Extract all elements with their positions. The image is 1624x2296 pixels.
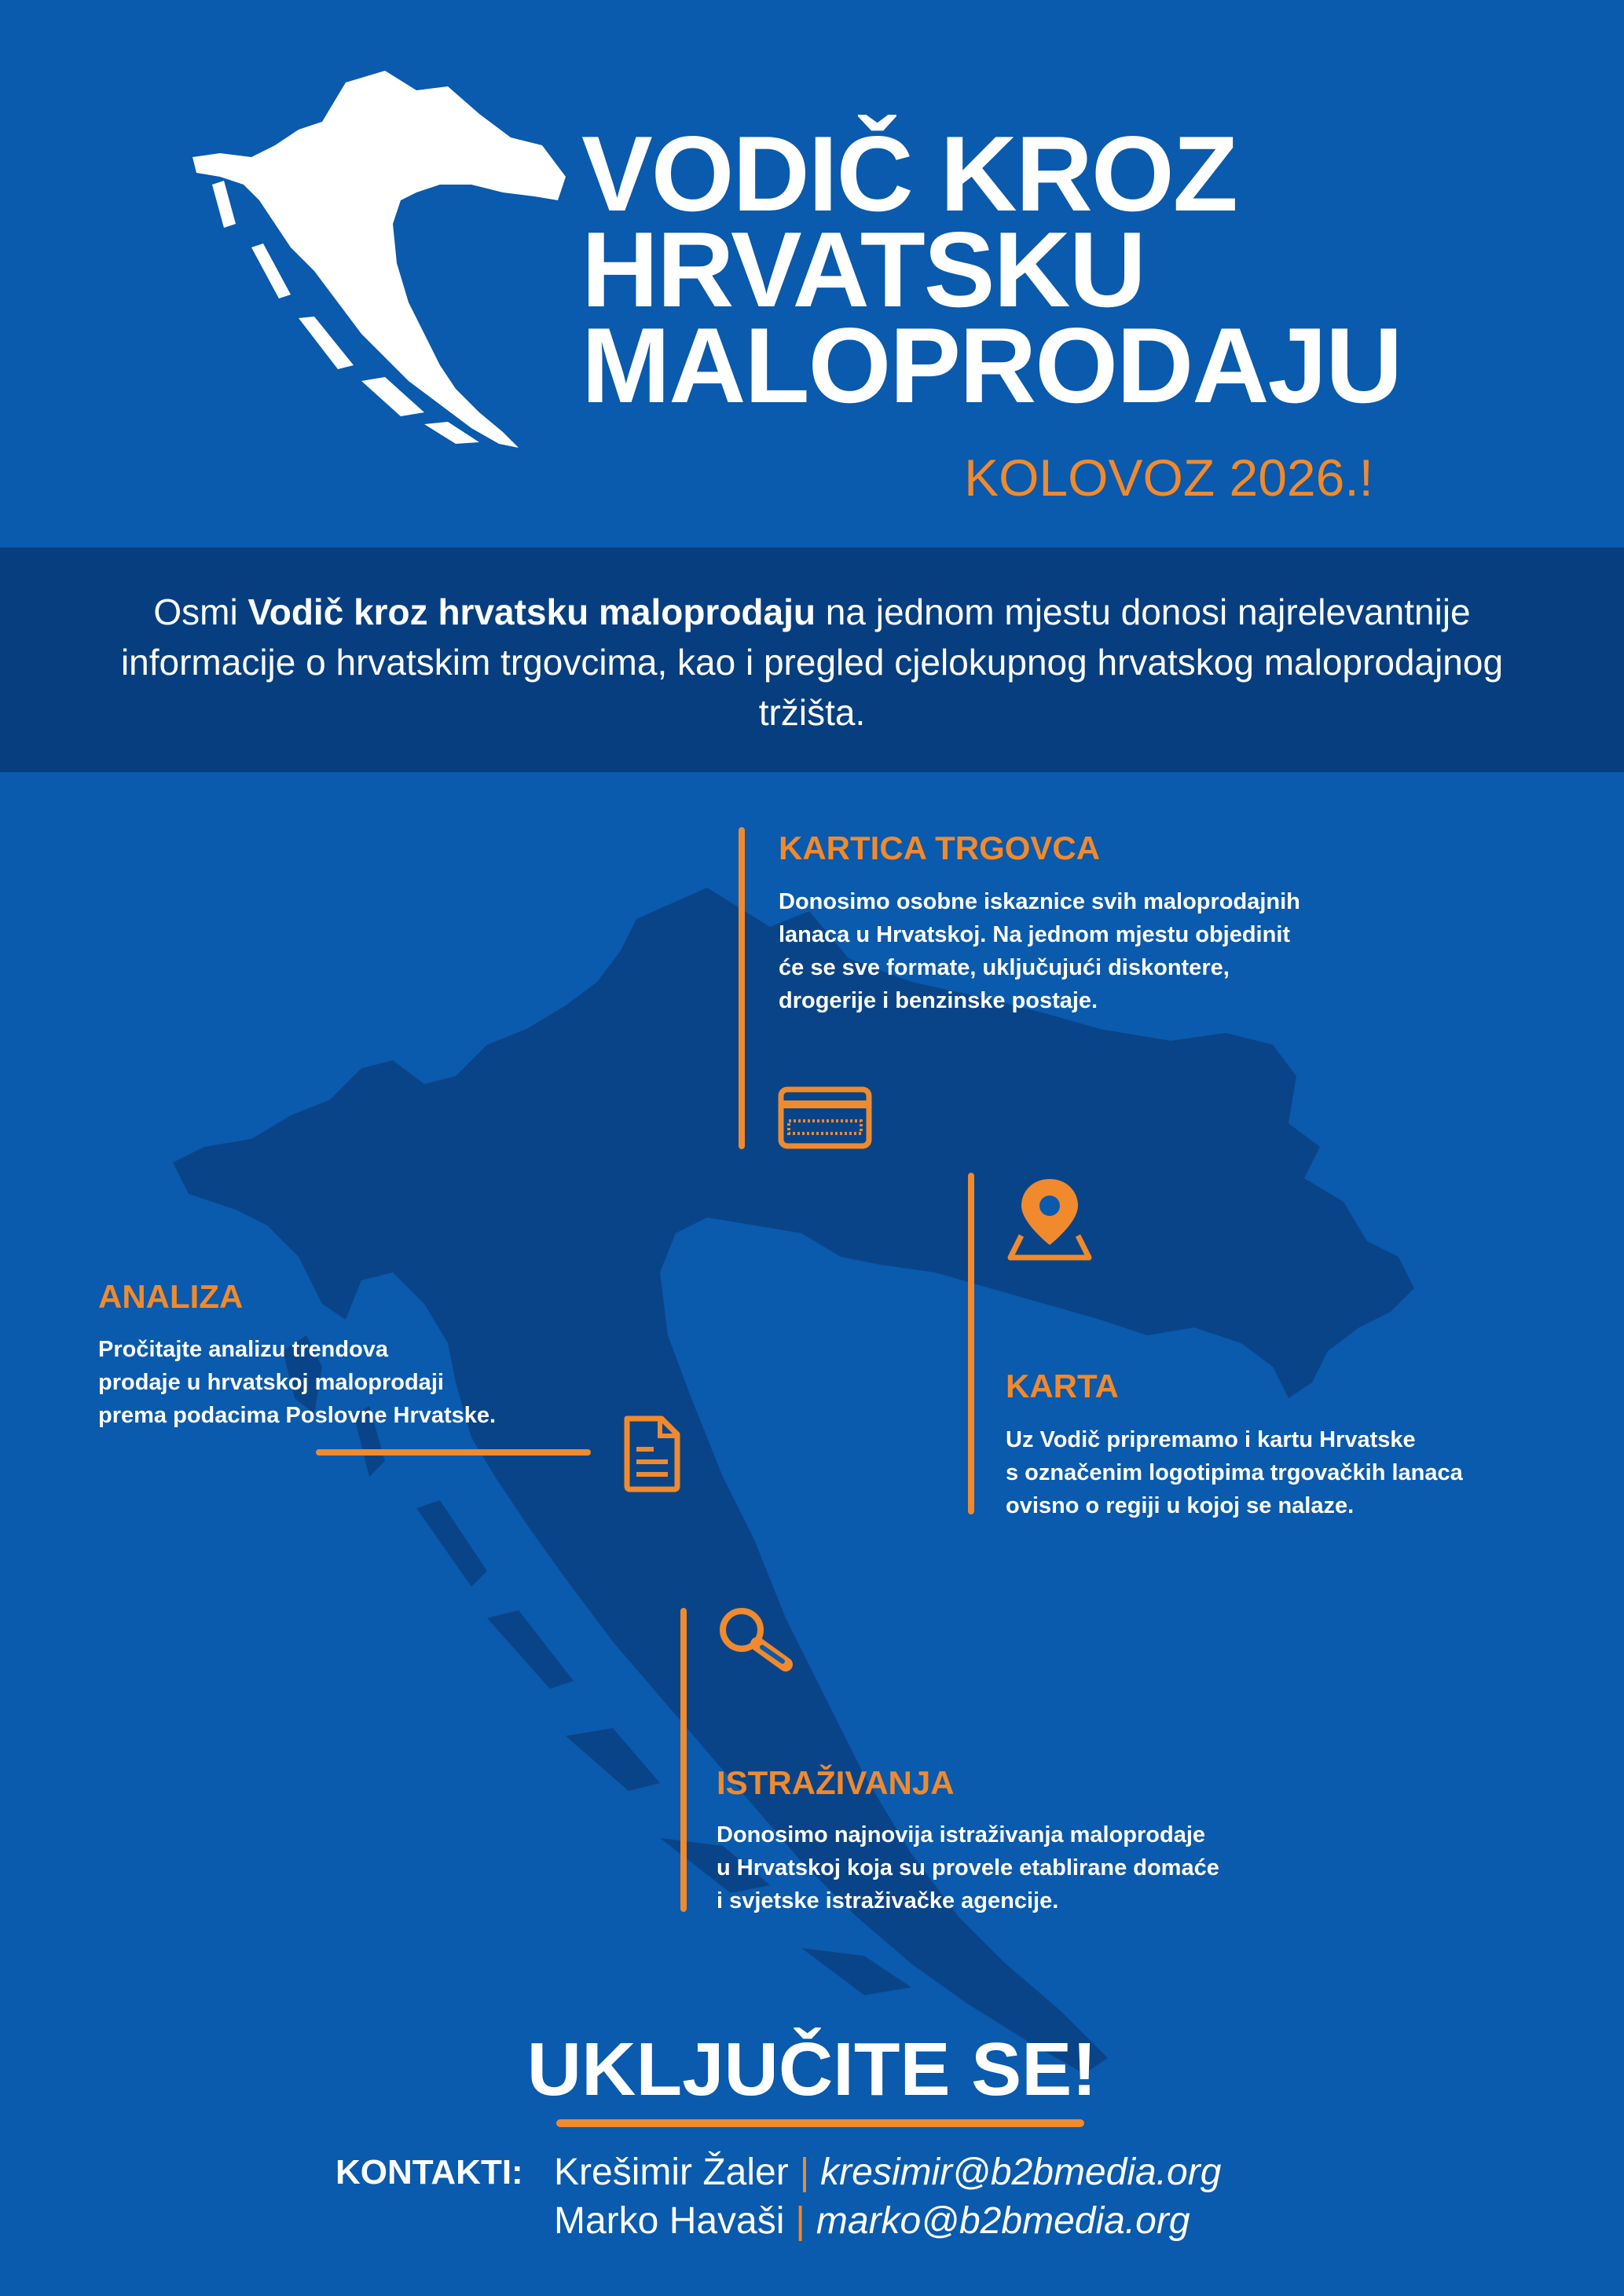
kartica-body-line: lanaca u Hrvatskoj. Na jednom mjestu objedinit [779, 922, 1291, 947]
contact-email-link[interactable]: marko@b2bmedia.org [816, 2200, 1190, 2242]
magnifier-icon [717, 1605, 795, 1672]
intro-pre: Osmi [153, 591, 248, 632]
karta-body-line: ovisno o regiji u kojoj se nalaze. [1006, 1493, 1355, 1518]
analiza-title: ANALIZA [98, 1278, 244, 1315]
title-line-3: MALOPRODAJU [581, 306, 1402, 425]
map-pin-icon [1006, 1174, 1094, 1262]
contact-name: Marko Havaši [554, 2200, 785, 2242]
kartica-body-line: Donosimo osobne iskaznice svih maloprodajnih [779, 889, 1300, 914]
kartica-divider [739, 827, 745, 1149]
istrazivanja-body-line: i svjetske istraživačke agencije. [717, 1888, 1059, 1913]
istrazivanja-body [717, 1818, 1361, 1917]
analiza-body-line: prodaje u hrvatskoj maloprodaji [98, 1370, 444, 1395]
edition-date: KOLOVOZ 2026.! [964, 449, 1373, 507]
istrazivanja-body-line: u Hrvatskoj koja su provele etablirane domaće [717, 1855, 1219, 1880]
page-title [581, 114, 1524, 425]
title-line-1: VODIČ KROZ [581, 114, 1237, 233]
contacts-label: KONTAKTI: [335, 2153, 523, 2192]
contact-separator: | [799, 2151, 810, 2193]
karta-divider [968, 1173, 974, 1514]
title-line-2: HRVATSKU [581, 210, 1145, 329]
kartica-body-line: će se sve formate, uključujući diskontere, [779, 955, 1230, 980]
karta-body-line: s označenim logotipima trgovačkih lanaca [1006, 1460, 1463, 1485]
analiza-body-line: Pročitajte analizu trendova [98, 1337, 389, 1362]
contact-email-link[interactable]: kresimir@b2bmedia.org [820, 2151, 1222, 2193]
intro-text [94, 587, 1530, 738]
analiza-body-line: prema podacima Poslovne Hrvatske. [98, 1403, 497, 1428]
croatia-map-logo [189, 67, 581, 452]
analiza-body [98, 1333, 601, 1432]
cta-title: UKLJUČITE SE! [526, 2027, 1098, 2111]
contact-name: Krešimir Žaler [554, 2151, 789, 2193]
karta-body-line: Uz Vodič pripremamo i kartu Hrvatske [1006, 1427, 1416, 1452]
intro-band [0, 547, 1624, 772]
credit-card-icon [778, 1086, 872, 1149]
intro-post: na jednom mjestu donosi najrelevantnije informacije o hrvatskim trgovcima, kao i pregled cjelokupnog hrvatskog maloprodajnog tržišta. [120, 591, 1504, 733]
intro-bold: Vodič kroz hrvatsku maloprodaju [247, 591, 816, 632]
istrazivanja-title: ISTRAŽIVANJA [717, 1764, 955, 1801]
kartica-body-line: drogerije i benzinske postaje. [779, 988, 1098, 1013]
cta-underline [556, 2119, 1084, 2127]
karta-body [1006, 1423, 1603, 1522]
kartica-body [779, 885, 1407, 1017]
contact-row [554, 2197, 1190, 2246]
contact-row [554, 2148, 1221, 2197]
istrazivanja-divider [680, 1608, 687, 1912]
karta-title: KARTA [1006, 1368, 1119, 1404]
analiza-divider [316, 1449, 591, 1456]
document-icon [621, 1414, 684, 1492]
contact-separator: | [795, 2200, 805, 2242]
istrazivanja-body-line: Donosimo najnovija istraživanja maloprodaje [717, 1822, 1206, 1847]
kartica-title: KARTICA TRGOVCA [779, 829, 1101, 866]
